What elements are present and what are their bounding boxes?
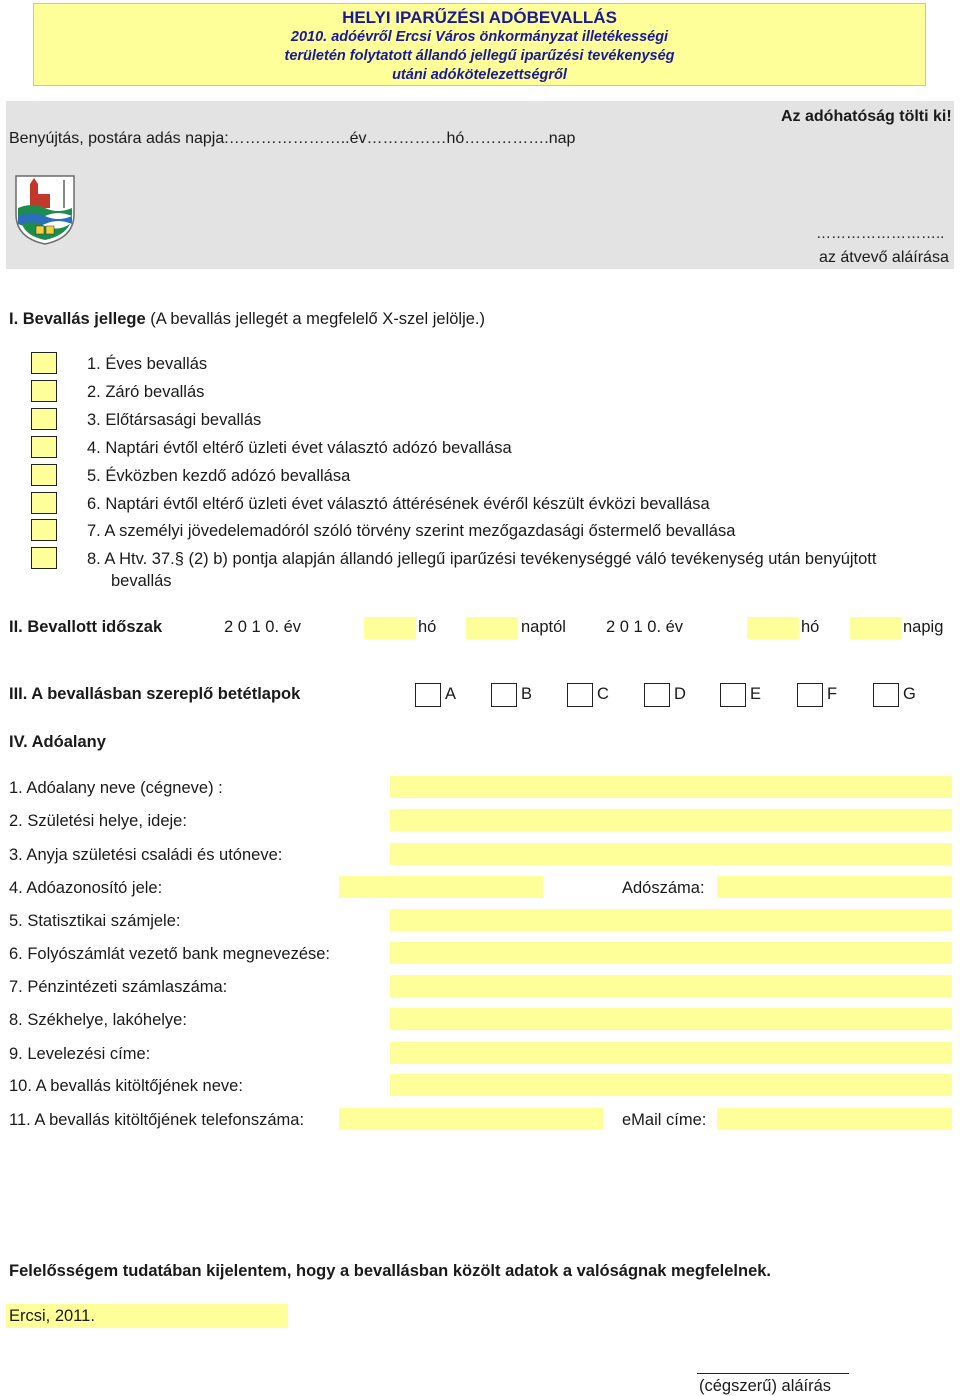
period-end-year: 2 0 1 0. év xyxy=(606,618,684,636)
declaration-type-5: 5. Évközben kezdő adózó bevallása xyxy=(87,467,351,485)
declaration-type-6: 6. Naptári évtől eltérő üzleti évet választó áttérésének évéről készült évközi bevallása xyxy=(87,495,710,513)
checkbox-starting-midyear[interactable] xyxy=(31,464,57,486)
tax-id-label: 4. Adóazonosító jele: xyxy=(9,879,163,897)
sheet-f-checkbox[interactable] xyxy=(797,683,823,707)
section-1-title: I. Bevallás jellege xyxy=(9,310,146,328)
sheet-e-label: E xyxy=(750,685,762,703)
declaration-type-3: 3. Előtársasági bevallás xyxy=(87,411,262,429)
birth-place-date-label: 2. Születési helye, ideje: xyxy=(9,812,187,830)
place-date: Ercsi, 2011. xyxy=(9,1307,95,1325)
sheet-b-label: B xyxy=(521,685,533,703)
period-end-day-field[interactable] xyxy=(850,617,902,639)
form-header xyxy=(33,3,926,86)
receiver-signature-label: az átvevő aláírása xyxy=(819,249,949,266)
birth-place-date-field[interactable] xyxy=(390,809,952,831)
bank-name-field[interactable] xyxy=(390,942,952,964)
bank-account-label: 7. Pénzintézeti számlaszáma: xyxy=(9,978,228,996)
statistical-code-label: 5. Statisztikai számjele: xyxy=(9,912,181,930)
mother-name-label: 3. Anyja születési családi és utóneve: xyxy=(9,846,283,864)
form-subtitle-line-2: területén folytatott állandó jellegű iparűzési tevékenység xyxy=(284,48,675,64)
checkbox-htv-37[interactable] xyxy=(31,547,57,569)
signature-line xyxy=(697,1373,849,1374)
checkbox-pre-company[interactable] xyxy=(31,408,57,430)
declaration-type-8-continued: bevallás xyxy=(111,572,172,590)
company-signature-label: (cégszerű) aláírás xyxy=(699,1377,832,1395)
sheet-g-checkbox[interactable] xyxy=(873,683,899,707)
checkbox-non-calendar-year[interactable] xyxy=(31,436,57,458)
taxpayer-name-field[interactable] xyxy=(390,776,952,798)
declaration-type-4: 4. Naptári évtől eltérő üzleti évet választó adózó bevallása xyxy=(87,439,512,457)
tax-number-label: Adószáma: xyxy=(622,879,705,897)
statistical-code-field[interactable] xyxy=(390,909,952,931)
form-subtitle-line-1: 2010. adóévről Ercsi Város önkormányzat illetékességi xyxy=(290,29,669,45)
authority-note: Az adóhatóság tölti ki! xyxy=(781,108,952,125)
sheet-c-checkbox[interactable] xyxy=(567,683,593,707)
section-1-instruction: (A bevallás jellegét a megfelelő X-szel jelölje.) xyxy=(145,310,486,328)
filler-phone-field[interactable] xyxy=(339,1108,603,1130)
email-field[interactable] xyxy=(717,1108,952,1130)
filing-date-label: Benyújtás, postára adás napja:…………………..év……………hó…………….nap xyxy=(9,130,576,147)
sheet-e-checkbox[interactable] xyxy=(720,683,746,707)
bank-name-label: 6. Folyószámlát vezető bank megnevezése: xyxy=(9,945,331,963)
sheet-b-checkbox[interactable] xyxy=(491,683,517,707)
section-4-heading: IV. Adóalany xyxy=(9,733,106,751)
filler-phone-label: 11. A bevallás kitöltőjének telefonszáma: xyxy=(9,1111,305,1129)
period-start-month-field[interactable] xyxy=(364,617,416,639)
tax-id-field[interactable] xyxy=(339,876,543,898)
period-end-month-field[interactable] xyxy=(747,617,799,639)
mother-name-field[interactable] xyxy=(390,843,952,865)
period-start-day-label: naptól xyxy=(521,618,566,636)
declaration-type-2: 2. Záró bevallás xyxy=(87,383,205,401)
coat-of-arms-logo xyxy=(14,174,76,246)
sheet-a-checkbox[interactable] xyxy=(415,683,441,707)
email-label: eMail címe: xyxy=(622,1111,707,1129)
sheet-a-label: A xyxy=(445,685,457,703)
section-1-heading xyxy=(9,310,485,329)
mailing-address-field[interactable] xyxy=(390,1042,952,1064)
period-start-month-label: hó xyxy=(418,618,437,636)
declaration-type-7: 7. A személyi jövedelemadóról szóló törvény szerint mezőgazdasági őstermelő bevallása xyxy=(87,522,736,540)
form-title: HELYI IPARŰZÉSI ADÓBEVALLÁS xyxy=(342,8,617,27)
sheet-f-label: F xyxy=(827,685,838,703)
tax-number-field[interactable] xyxy=(717,876,952,898)
period-end-month-label: hó xyxy=(801,618,820,636)
taxpayer-name-label: 1. Adóalany neve (cégneve) : xyxy=(9,779,223,797)
registered-address-field[interactable] xyxy=(390,1008,952,1030)
filler-name-field[interactable] xyxy=(390,1074,952,1096)
filler-name-label: 10. A bevallás kitöltőjének neve: xyxy=(9,1077,243,1095)
period-start-year: 2 0 1 0. év xyxy=(224,618,302,636)
checkbox-transition-year[interactable] xyxy=(31,492,57,514)
period-start-day-field[interactable] xyxy=(466,617,518,639)
checkbox-annual[interactable] xyxy=(31,352,57,374)
authority-panel xyxy=(6,101,954,269)
checkbox-primary-producer[interactable] xyxy=(31,519,57,541)
declaration-type-1: 1. Éves bevallás xyxy=(87,355,208,373)
checkbox-final[interactable] xyxy=(31,380,57,402)
sheet-d-label: D xyxy=(674,685,686,703)
form-subtitle-line-3: utáni adókötelezettségről xyxy=(392,67,567,83)
declaration-statement: Felelősségem tudatában kijelentem, hogy a bevallásban közölt adatok a valóságnak megfelelnek. xyxy=(9,1262,772,1280)
declaration-type-8: 8. A Htv. 37.§ (2) b) pontja alapján állandó jellegű iparűzési tevékenységgé váló tevékenység után benyújtott xyxy=(87,550,877,568)
section-2-heading: II. Bevallott időszak xyxy=(9,618,163,636)
period-end-day-label: napig xyxy=(903,618,944,636)
sheet-g-label: G xyxy=(903,685,916,703)
bank-account-field[interactable] xyxy=(390,975,952,997)
receiver-dots: …………………….. xyxy=(816,225,945,242)
registered-address-label: 8. Székhelye, lakóhelye: xyxy=(9,1011,187,1029)
section-3-heading: III. A bevallásban szereplő betétlapok xyxy=(9,685,301,703)
mailing-address-label: 9. Levelezési címe: xyxy=(9,1045,151,1063)
sheet-c-label: C xyxy=(597,685,609,703)
sheet-d-checkbox[interactable] xyxy=(644,683,670,707)
